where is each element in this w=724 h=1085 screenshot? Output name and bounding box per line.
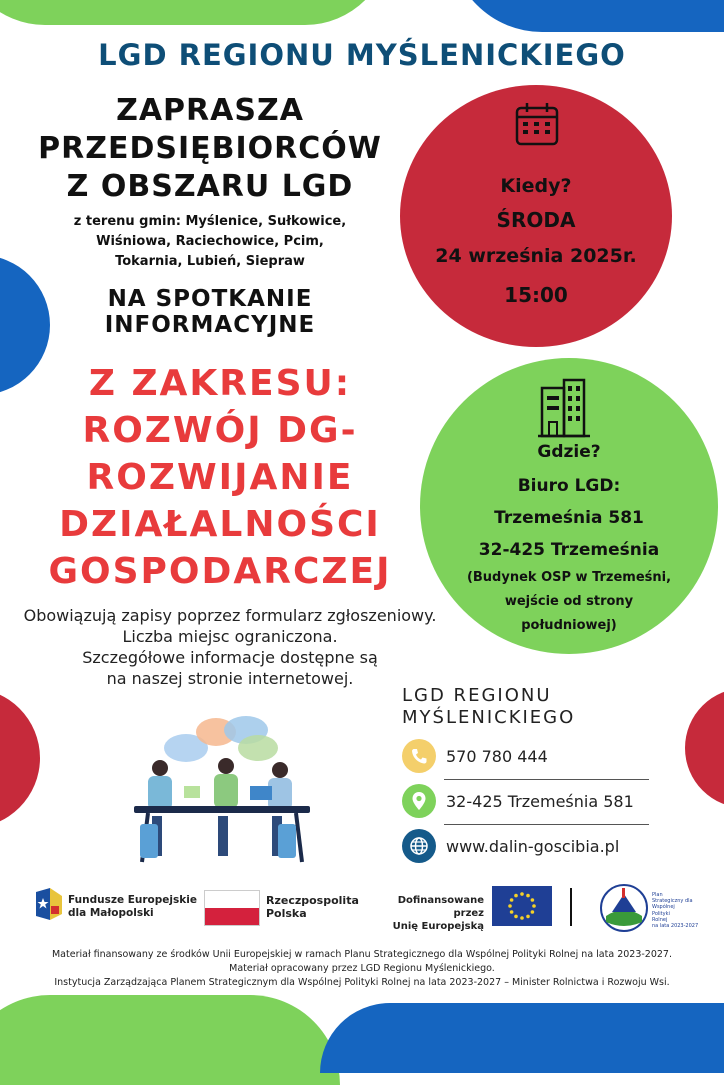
- contact-title: [402, 685, 575, 729]
- rp-line-1: Rzeczpospolita: [266, 894, 359, 907]
- logo-separator: [570, 888, 572, 926]
- eu-label: [368, 894, 484, 933]
- footer-line-2: Materiał opracowany przez LGD Regionu Myślenickiego.: [229, 963, 495, 974]
- left-red-circle: [0, 688, 40, 828]
- info-line-3: Szczegółowe informacje dostępne są: [82, 648, 378, 667]
- where-note-line-3: południowej): [521, 618, 617, 633]
- ps-line-2: Strategiczny dla: [652, 898, 693, 905]
- invite-line-3: Z OBSZARU LGD: [66, 169, 354, 204]
- contact-title-line-2: MYŚLENICKIEGO: [402, 707, 576, 728]
- contact-address-row[interactable]: [402, 784, 634, 818]
- info-line-2: Liczba miejsc ograniczona.: [122, 627, 338, 646]
- when-date: 24 września 2025r.: [435, 245, 637, 267]
- contact-divider-2: [444, 824, 649, 825]
- eu-flag-icon: [492, 886, 552, 926]
- where-line-2: Trzemeśnia 581: [494, 508, 644, 528]
- invite-heading: [10, 92, 410, 206]
- location-pin-icon: [402, 784, 436, 818]
- contact-website-row[interactable]: [402, 829, 619, 863]
- plan-strategiczny-label: [652, 892, 698, 929]
- fundusze-line-1: Fundusze Europejskie: [68, 894, 197, 906]
- rp-line-2: Polska: [266, 907, 307, 920]
- ps-line-6: na lata 2023-2027: [652, 923, 699, 930]
- globe-icon: [402, 829, 436, 863]
- topic-line-5: GOSPODARCZEJ: [48, 551, 392, 592]
- invite-line-2: PRZEDSIĘBIORCÓW: [38, 131, 382, 166]
- municipalities-line-1: z terenu gmin: Myślenice, Sułkowice,: [73, 214, 347, 229]
- ps-line-1: Plan: [652, 892, 663, 898]
- rp-label: [266, 894, 359, 920]
- eu-line-1: Dofinansowane przez: [397, 895, 484, 919]
- fundusze-europejskie-logo: [34, 884, 64, 924]
- calendar-icon: [514, 101, 560, 147]
- footer-text: [0, 948, 724, 990]
- eu-line-2: Unię Europejską: [392, 921, 484, 932]
- municipalities-list: [40, 212, 380, 272]
- building-icon: [538, 374, 590, 438]
- fundusze-label: [68, 894, 197, 920]
- contact-website[interactable]: www.dalin-goscibia.pl: [446, 836, 620, 856]
- phone-icon: [402, 739, 436, 773]
- footer-line-1: Materiał finansowany ze środków Unii Europejskiej w ramach Planu Strategicznego dla Wspólnej Polityki Rolnej na lata 2023-2027.: [51, 949, 672, 960]
- municipalities-line-3: Tokarnia, Lubień, Siepraw: [115, 254, 305, 269]
- bottom-green-blob: [0, 995, 340, 1085]
- when-day: ŚRODA: [496, 208, 576, 232]
- meeting-heading: [20, 286, 400, 338]
- contact-phone: 570 780 444: [446, 746, 548, 766]
- topic-line-2: ROZWÓJ DG-: [82, 410, 358, 451]
- ps-line-3: Wspólnej: [652, 904, 675, 911]
- contact-divider-1: [444, 779, 649, 780]
- topic-heading: [20, 360, 420, 595]
- when-label: Kiedy?: [500, 175, 572, 197]
- where-label: Gdzie?: [537, 442, 601, 462]
- registration-info: [0, 605, 460, 689]
- meeting-line-2: INFORMACYJNE: [104, 312, 316, 338]
- meeting-illustration: [128, 712, 328, 864]
- contact-address: 32-425 Trzemeśnia 581: [446, 791, 634, 811]
- info-line-4: na naszej stronie internetowej.: [106, 669, 354, 688]
- topic-line-1: Z ZAKRESU:: [88, 363, 352, 404]
- sponsor-logos: [0, 880, 724, 940]
- contact-phone-row[interactable]: [402, 739, 548, 773]
- polish-flag: [204, 890, 260, 926]
- municipalities-line-2: Wiśniowa, Raciechowice, Pcim,: [96, 234, 324, 249]
- meeting-line-1: NA SPOTKANIE: [107, 286, 313, 312]
- topic-line-4: DZIAŁALNOŚCI: [59, 504, 381, 545]
- right-red-circle: [685, 688, 724, 808]
- top-left-green-blob: [0, 0, 390, 25]
- where-circle: [420, 358, 718, 654]
- where-note-line-1: (Budynek OSP w Trzemeśni,: [466, 570, 672, 585]
- ps-line-5: Rolnej: [652, 916, 668, 923]
- fundusze-line-2: dla Małopolski: [68, 907, 154, 919]
- invite-line-1: ZAPRASZA: [116, 93, 304, 128]
- info-line-1: Obowiązują zapisy poprzez formularz zgłoszeniowy.: [23, 606, 437, 625]
- topic-line-3: ROZWIJANIE: [86, 457, 354, 498]
- when-time: 15:00: [504, 283, 568, 307]
- page-title: LGD REGIONU MYŚLENICKIEGO: [98, 38, 626, 72]
- when-circle: [400, 85, 672, 347]
- where-line-3: 32-425 Trzemeśnia: [478, 540, 660, 560]
- plan-strategiczny-logo: [598, 882, 650, 934]
- footer-line-3: Instytucja Zarządzająca Planem Strategicznym dla Wspólnej Polityki Rolnej na lata 2023-2027 – Minister Rolnictwa i Rozwoju Wsi.: [54, 977, 670, 988]
- bottom-blue-blob: [320, 1003, 724, 1073]
- contact-title-line-1: LGD REGIONU: [402, 685, 552, 706]
- top-right-blue-blob: [450, 0, 724, 32]
- where-line-1: Biuro LGD:: [517, 476, 621, 496]
- where-note-line-2: wejście od strony: [504, 594, 634, 609]
- ps-line-4: Polityki: [652, 910, 670, 917]
